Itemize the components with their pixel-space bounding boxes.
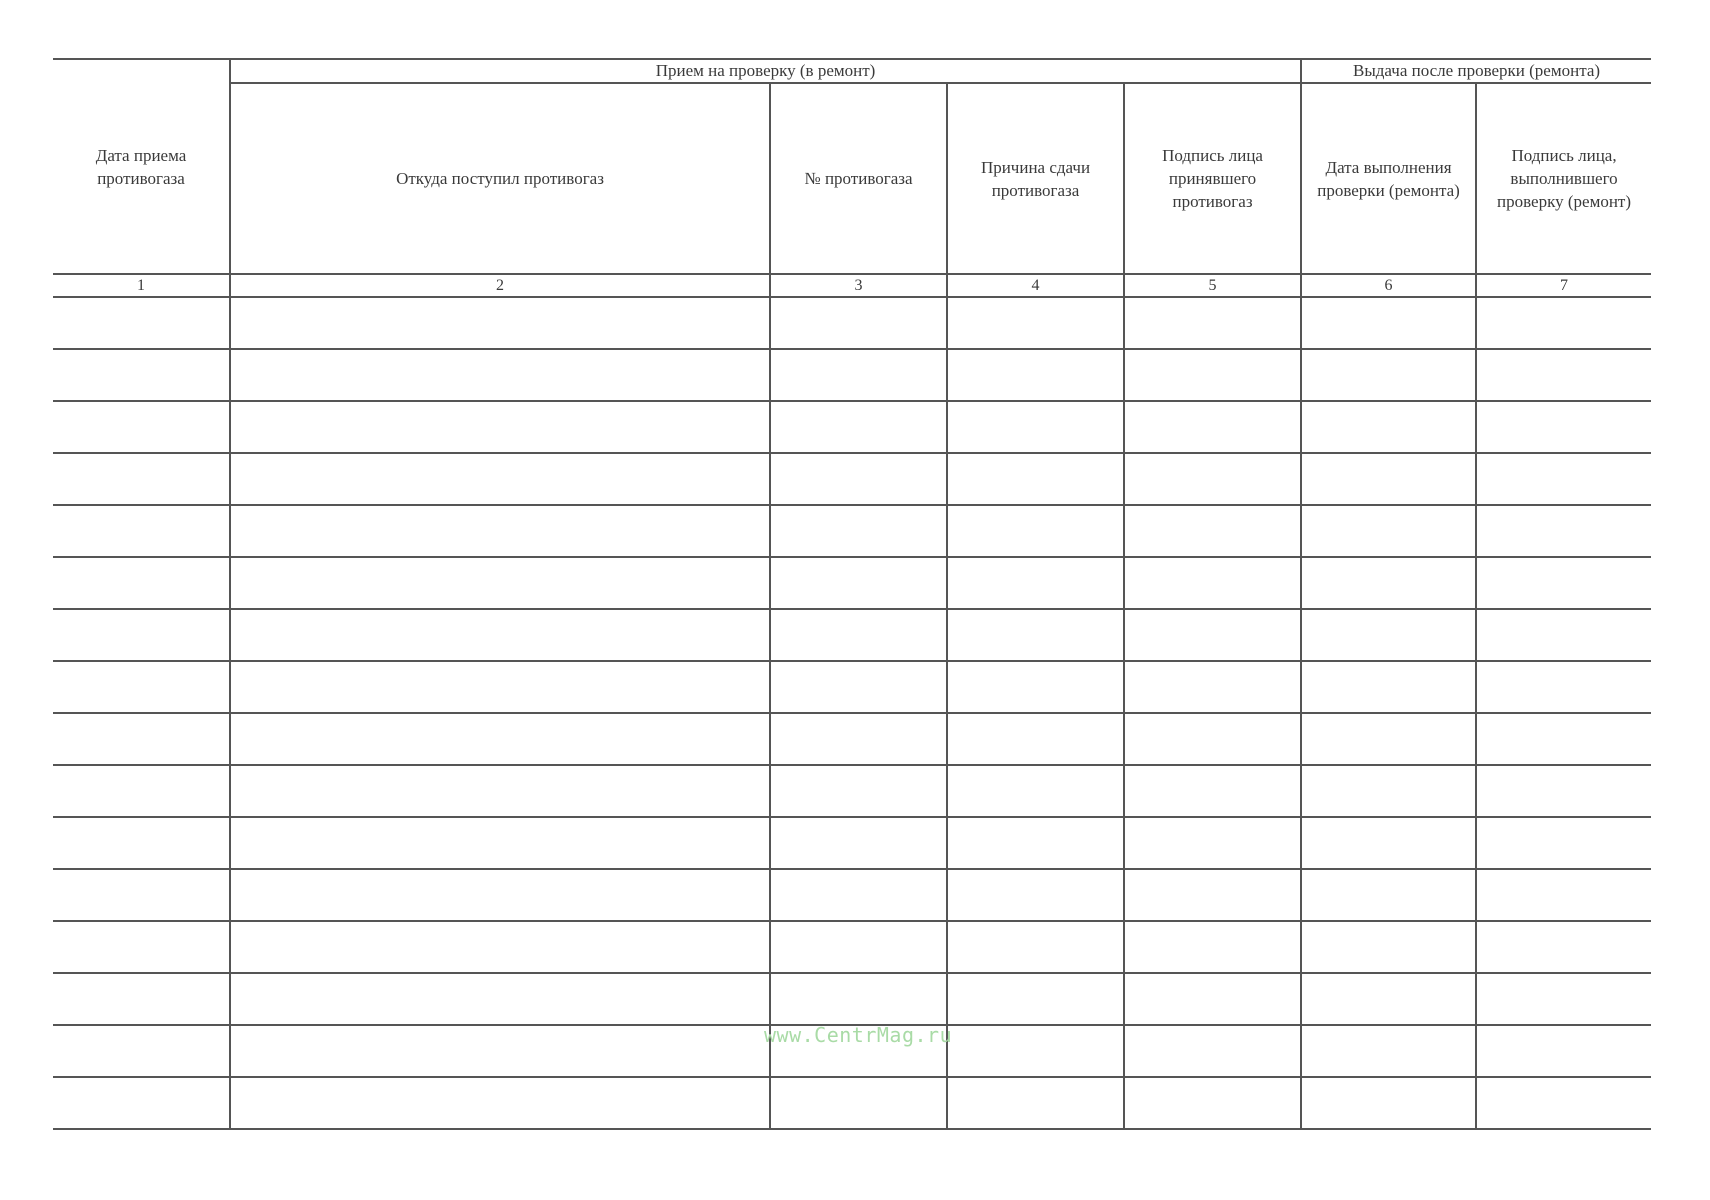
table-cell[interactable] xyxy=(230,869,770,921)
column-header-6-label: Дата выполнения проверки (ремонта) xyxy=(1317,157,1460,200)
table-cell[interactable] xyxy=(53,921,230,973)
group-header-receive: Прием на проверку (в ремонт) xyxy=(230,59,1301,83)
column-header-2 xyxy=(230,83,770,274)
table-cell[interactable] xyxy=(53,349,230,401)
table-cell[interactable] xyxy=(1301,713,1476,765)
table-cell[interactable] xyxy=(1476,817,1651,869)
column-header-3-label: № противогаза xyxy=(804,169,913,188)
table-cell[interactable] xyxy=(1124,713,1301,765)
table-row xyxy=(53,817,1651,869)
table-cell[interactable] xyxy=(947,1077,1124,1129)
table-cell[interactable] xyxy=(770,765,947,817)
column-header-7 xyxy=(1476,83,1651,274)
table-cell[interactable] xyxy=(770,505,947,557)
table-cell[interactable] xyxy=(947,869,1124,921)
table-row xyxy=(53,609,1651,661)
table-cell[interactable] xyxy=(230,713,770,765)
table-cell[interactable] xyxy=(1124,1077,1301,1129)
table-row xyxy=(53,661,1651,713)
table-cell[interactable] xyxy=(947,973,1124,1025)
table-cell[interactable] xyxy=(1124,973,1301,1025)
table-cell[interactable] xyxy=(230,609,770,661)
table-cell[interactable] xyxy=(53,973,230,1025)
table-cell[interactable] xyxy=(770,817,947,869)
table-cell[interactable] xyxy=(770,557,947,609)
watermark-text: www.CentrMag.ru xyxy=(764,1023,953,1047)
table-cell[interactable] xyxy=(1124,505,1301,557)
table-cell[interactable] xyxy=(53,713,230,765)
table-cell[interactable] xyxy=(53,453,230,505)
table-row xyxy=(53,505,1651,557)
table-cell[interactable] xyxy=(1301,661,1476,713)
table-cell[interactable] xyxy=(1301,609,1476,661)
table-cell[interactable] xyxy=(1301,869,1476,921)
column-number-4: 4 xyxy=(947,274,1124,297)
column-number-1: 1 xyxy=(53,274,230,297)
column-header-2-label: Откуда поступил противогаз xyxy=(396,169,604,188)
column-header-1-label: Дата приема противогаза xyxy=(95,145,187,188)
table-cell[interactable] xyxy=(53,505,230,557)
column-header-7-label: Подпись лица, выполнившего проверку (ремонт) xyxy=(1497,146,1632,211)
table-cell[interactable] xyxy=(230,921,770,973)
table-row xyxy=(53,349,1651,401)
table-cell[interactable] xyxy=(53,401,230,453)
table-row xyxy=(53,557,1651,609)
table-cell[interactable] xyxy=(770,921,947,973)
table-cell[interactable] xyxy=(1301,349,1476,401)
table-cell[interactable] xyxy=(230,1077,770,1129)
table-cell[interactable] xyxy=(230,453,770,505)
table-cell[interactable] xyxy=(230,401,770,453)
table-cell[interactable] xyxy=(1301,817,1476,869)
table-row xyxy=(53,453,1651,505)
table-cell[interactable] xyxy=(1124,609,1301,661)
table-cell[interactable] xyxy=(947,453,1124,505)
table-cell[interactable] xyxy=(1476,401,1651,453)
column-number-2: 2 xyxy=(230,274,770,297)
table-cell[interactable] xyxy=(947,609,1124,661)
column-number-row xyxy=(53,274,1651,297)
group-header-issue: Выдача после проверки (ремонта) xyxy=(1301,59,1651,83)
table-row xyxy=(53,713,1651,765)
table-cell[interactable] xyxy=(947,661,1124,713)
journal-table xyxy=(53,58,1651,1130)
table-cell[interactable] xyxy=(947,557,1124,609)
table-cell[interactable] xyxy=(1476,713,1651,765)
group-header-row xyxy=(53,59,1651,83)
table-cell[interactable] xyxy=(230,973,770,1025)
table-cell[interactable] xyxy=(770,609,947,661)
table-row xyxy=(53,765,1651,817)
journal-body xyxy=(53,297,1651,1129)
table-row xyxy=(53,401,1651,453)
table-row xyxy=(53,973,1651,1025)
table-cell[interactable] xyxy=(1476,765,1651,817)
table-cell[interactable] xyxy=(1124,869,1301,921)
table-cell[interactable] xyxy=(947,401,1124,453)
table-cell[interactable] xyxy=(1476,453,1651,505)
table-cell[interactable] xyxy=(1476,609,1651,661)
table-cell[interactable] xyxy=(1476,973,1651,1025)
table-cell[interactable] xyxy=(1124,401,1301,453)
table-row xyxy=(53,297,1651,349)
table-cell[interactable] xyxy=(1124,557,1301,609)
table-cell[interactable] xyxy=(1476,1077,1651,1129)
table-cell[interactable] xyxy=(1124,661,1301,713)
table-cell[interactable] xyxy=(947,1025,1124,1077)
table-cell[interactable] xyxy=(1124,453,1301,505)
column-number-3: 3 xyxy=(770,274,947,297)
table-cell[interactable] xyxy=(1301,921,1476,973)
table-cell[interactable] xyxy=(1301,1025,1476,1077)
table-cell[interactable] xyxy=(1301,973,1476,1025)
table-cell[interactable] xyxy=(770,401,947,453)
table-cell[interactable] xyxy=(947,713,1124,765)
table-cell[interactable] xyxy=(230,557,770,609)
table-cell[interactable] xyxy=(53,557,230,609)
column-header-4-label: Причина сдачи противогаза xyxy=(980,157,1091,200)
table-row xyxy=(53,1077,1651,1129)
table-cell[interactable] xyxy=(1476,921,1651,973)
table-cell[interactable] xyxy=(53,1025,230,1077)
journal-sheet xyxy=(53,58,1651,1130)
column-header-5-label: Подпись лица принявшего противогаз xyxy=(1162,146,1263,211)
table-cell[interactable] xyxy=(1301,401,1476,453)
table-cell[interactable] xyxy=(230,765,770,817)
table-cell[interactable] xyxy=(53,817,230,869)
table-cell[interactable] xyxy=(770,661,947,713)
table-cell[interactable] xyxy=(1124,765,1301,817)
column-header-6 xyxy=(1301,83,1476,274)
table-cell[interactable] xyxy=(53,297,230,349)
table-cell[interactable] xyxy=(770,713,947,765)
table-cell[interactable] xyxy=(1301,557,1476,609)
table-cell[interactable] xyxy=(770,297,947,349)
table-cell[interactable] xyxy=(230,505,770,557)
table-cell[interactable] xyxy=(1124,349,1301,401)
table-cell[interactable] xyxy=(770,869,947,921)
table-cell[interactable] xyxy=(53,609,230,661)
table-cell[interactable] xyxy=(1124,921,1301,973)
table-cell[interactable] xyxy=(1476,297,1651,349)
column-header-4 xyxy=(947,83,1124,274)
table-cell[interactable] xyxy=(1476,661,1651,713)
column-header-3 xyxy=(770,83,947,274)
table-cell[interactable] xyxy=(230,817,770,869)
column-number-5: 5 xyxy=(1124,274,1301,297)
table-cell[interactable] xyxy=(1476,505,1651,557)
table-cell[interactable] xyxy=(1301,765,1476,817)
column-header-row xyxy=(53,83,1651,274)
table-cell[interactable] xyxy=(1124,297,1301,349)
table-cell[interactable] xyxy=(770,1077,947,1129)
table-cell[interactable] xyxy=(230,661,770,713)
table-cell[interactable] xyxy=(770,453,947,505)
table-cell[interactable] xyxy=(53,1077,230,1129)
table-cell[interactable] xyxy=(1301,453,1476,505)
table-cell[interactable] xyxy=(1476,557,1651,609)
table-cell[interactable] xyxy=(1301,1077,1476,1129)
table-cell[interactable] xyxy=(1476,349,1651,401)
table-cell[interactable] xyxy=(947,765,1124,817)
table-cell[interactable] xyxy=(770,973,947,1025)
table-cell[interactable] xyxy=(947,817,1124,869)
column-number-6: 6 xyxy=(1301,274,1476,297)
table-cell[interactable] xyxy=(53,765,230,817)
table-cell[interactable] xyxy=(1476,1025,1651,1077)
table-cell[interactable] xyxy=(230,349,770,401)
table-row xyxy=(53,921,1651,973)
column-number-7: 7 xyxy=(1476,274,1651,297)
table-cell[interactable] xyxy=(1301,505,1476,557)
table-cell[interactable] xyxy=(1124,1025,1301,1077)
table-cell[interactable] xyxy=(947,505,1124,557)
table-row xyxy=(53,869,1651,921)
table-cell[interactable] xyxy=(1301,297,1476,349)
table-cell[interactable] xyxy=(770,349,947,401)
table-cell[interactable] xyxy=(947,349,1124,401)
table-cell[interactable] xyxy=(230,1025,770,1077)
table-cell[interactable] xyxy=(53,661,230,713)
table-cell[interactable] xyxy=(53,869,230,921)
table-cell[interactable] xyxy=(1476,869,1651,921)
column-header-5 xyxy=(1124,83,1301,274)
table-cell[interactable] xyxy=(1124,817,1301,869)
table-cell[interactable] xyxy=(230,297,770,349)
column-header-1 xyxy=(53,59,230,274)
table-cell[interactable] xyxy=(947,921,1124,973)
table-cell[interactable] xyxy=(947,297,1124,349)
